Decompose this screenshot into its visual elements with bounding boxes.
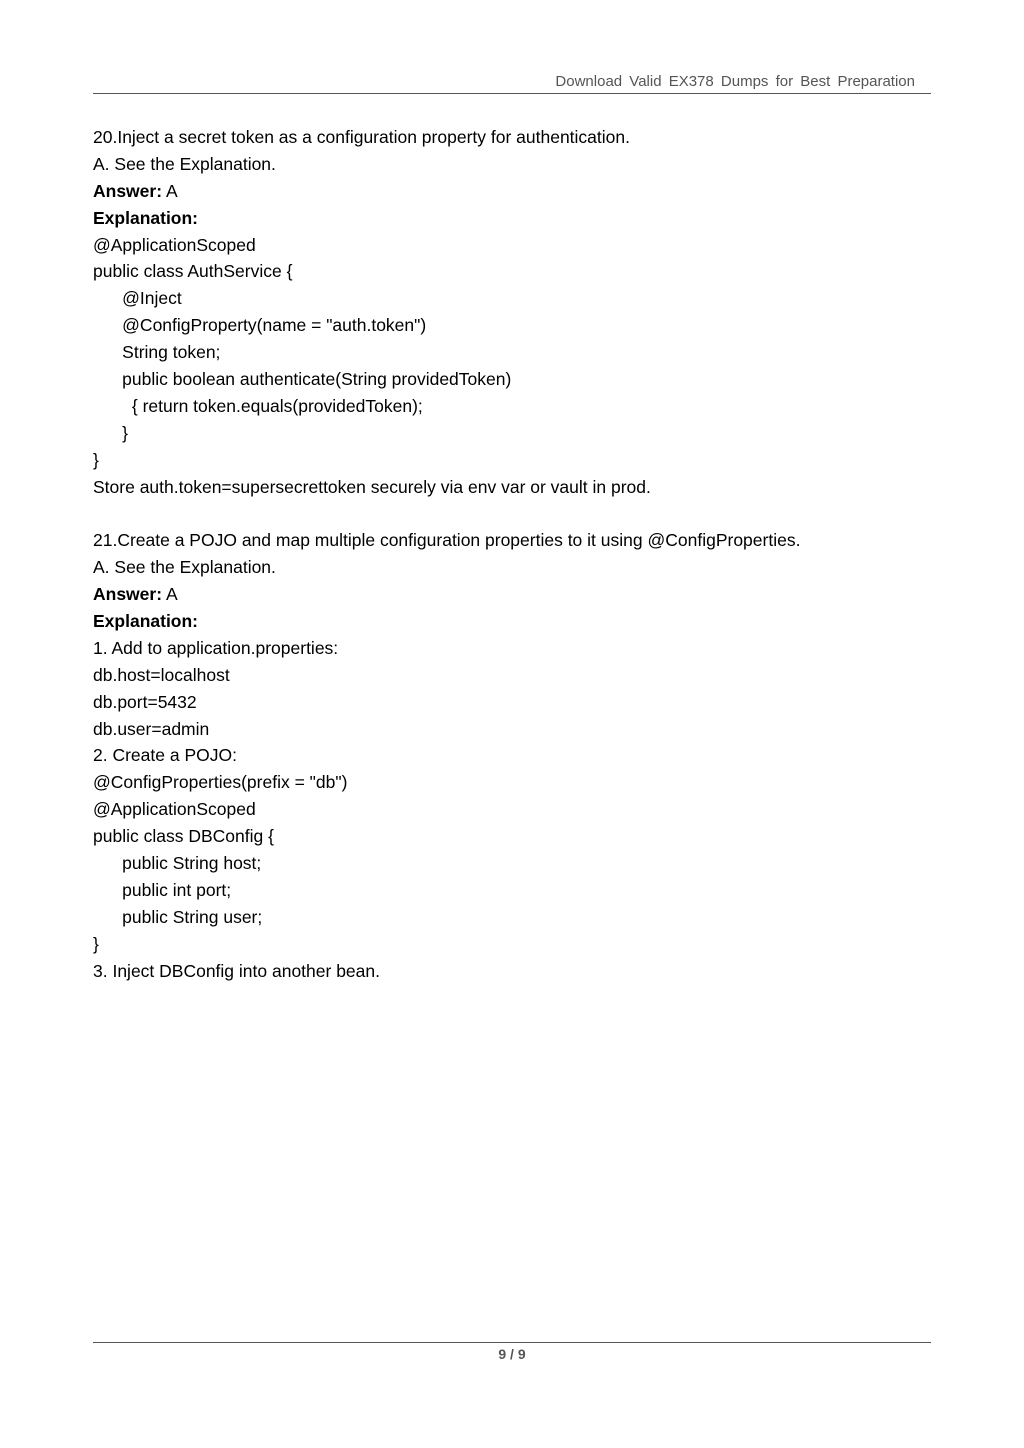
spacer bbox=[93, 500, 931, 527]
code-line: @ApplicationScoped bbox=[93, 234, 256, 255]
explanation-label: Explanation: bbox=[93, 611, 199, 632]
code-line: public boolean authenticate(String providedToken) bbox=[93, 369, 512, 390]
answer-value: A bbox=[162, 180, 178, 201]
explanation-line: 2. Create a POJO: bbox=[93, 745, 237, 766]
explanation-line: 1. Add to application.properties: bbox=[93, 637, 339, 658]
explanation-line: public int port; bbox=[93, 879, 232, 900]
explanation-line: } bbox=[93, 933, 99, 954]
question-20 bbox=[93, 124, 931, 500]
explanation-line: db.user=admin bbox=[93, 718, 210, 739]
footer-divider bbox=[93, 1342, 931, 1343]
question-21 bbox=[93, 527, 931, 984]
answer-label: Answer: bbox=[93, 584, 163, 605]
code-line: @Inject bbox=[93, 288, 182, 309]
code-line: } bbox=[93, 422, 129, 443]
code-line: { return token.equals(providedToken); bbox=[93, 395, 423, 416]
explanation-line: @ApplicationScoped bbox=[93, 799, 256, 820]
answer-line bbox=[93, 178, 931, 205]
option-a: A. See the Explanation. bbox=[93, 557, 276, 578]
answer-label: Answer: bbox=[93, 180, 163, 201]
explanation-line: public String user; bbox=[93, 906, 263, 927]
explanation-label: Explanation: bbox=[93, 207, 199, 228]
answer-line bbox=[93, 581, 931, 608]
explanation-line: db.port=5432 bbox=[93, 691, 197, 712]
explanation-line: 3. Inject DBConfig into another bean. bbox=[93, 960, 380, 981]
explanation-line: public class DBConfig { bbox=[93, 826, 274, 847]
code-line: @ConfigProperty(name = "auth.token") bbox=[93, 315, 427, 336]
page-number: 9 / 9 bbox=[498, 1346, 526, 1362]
question-text: 21.Create a POJO and map multiple configuration properties to it using @ConfigProperties. bbox=[93, 530, 801, 551]
answer-value: A bbox=[162, 584, 178, 605]
question-text: 20.Inject a secret token as a configuration property for authentication. bbox=[93, 127, 630, 147]
code-line: } bbox=[93, 449, 99, 470]
code-line: public class AuthService { bbox=[93, 261, 293, 282]
option-a: A. See the Explanation. bbox=[93, 153, 276, 174]
explanation-line: @ConfigProperties(prefix = "db") bbox=[93, 772, 348, 793]
explanation-line: db.host=localhost bbox=[93, 664, 230, 685]
page-content bbox=[93, 124, 931, 985]
explanation-line: public String host; bbox=[93, 853, 262, 874]
code-line: String token; bbox=[93, 342, 221, 363]
header-title: Download Valid EX378 Dumps for Best Preparation bbox=[555, 73, 915, 90]
explanation-note: Store auth.token=supersecrettoken securely via env var or vault in prod. bbox=[93, 476, 651, 497]
page-header bbox=[93, 72, 931, 94]
